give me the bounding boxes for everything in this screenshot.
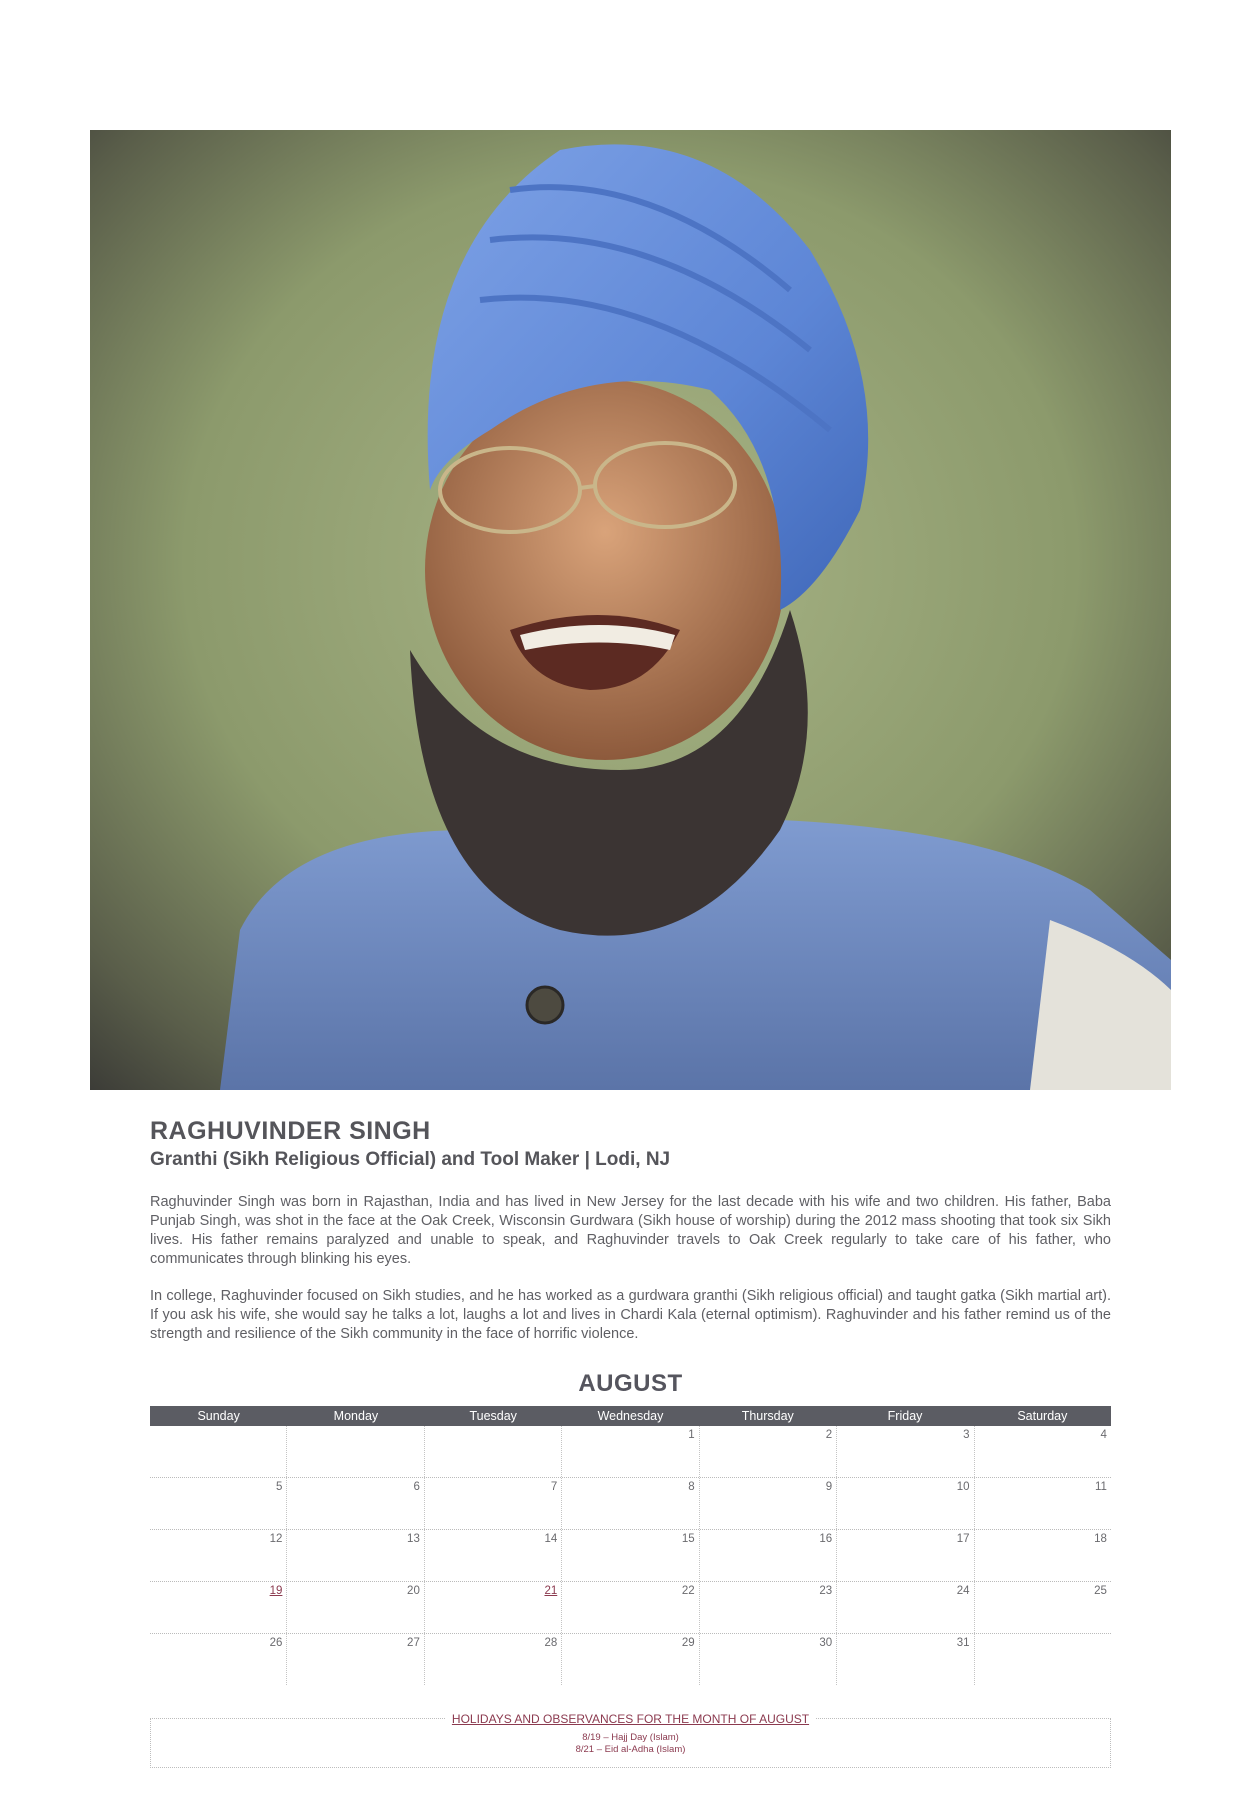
calendar-week-row	[150, 1582, 1111, 1634]
calendar-day-cell	[837, 1582, 974, 1633]
calendar-week-row	[150, 1478, 1111, 1530]
calendar-day-cell	[975, 1582, 1111, 1633]
day-number: 27	[407, 1637, 420, 1649]
holiday-day-number: 19	[269, 1585, 283, 1597]
calendar-day-cell	[425, 1530, 562, 1581]
day-number: 15	[681, 1533, 695, 1545]
holidays-box	[150, 1712, 1111, 1768]
day-number: 16	[819, 1533, 833, 1545]
calendar-day-cell	[562, 1478, 699, 1529]
calendar-day-cell	[837, 1634, 974, 1685]
day-number: 30	[819, 1637, 833, 1649]
person-name: RAGHUVINDER SINGH	[150, 1117, 431, 1145]
portrait-photo	[90, 130, 1171, 1090]
day-number: 3	[963, 1429, 970, 1441]
calendar-day-cell	[562, 1582, 699, 1633]
calendar-grid	[150, 1406, 1111, 1685]
day-number: 22	[681, 1585, 695, 1597]
calendar-day-cell	[700, 1634, 837, 1685]
calendar-day-cell	[150, 1530, 287, 1581]
day-number: 29	[681, 1637, 695, 1649]
holidays-list	[151, 1732, 1110, 1756]
day-number: 17	[956, 1533, 970, 1545]
day-number: 7	[550, 1481, 558, 1493]
weekday-header	[150, 1406, 1111, 1426]
month-title: AUGUST	[578, 1370, 683, 1397]
calendar-day-cell	[975, 1478, 1111, 1529]
day-number: 10	[956, 1481, 970, 1493]
person-title: Granthi (Sikh Religious Official) and Tool Maker | Lodi, NJ	[150, 1149, 671, 1170]
day-number: 24	[956, 1585, 970, 1597]
calendar-day-cell	[287, 1478, 424, 1529]
calendar-day-cell	[700, 1478, 837, 1529]
calendar-day-cell	[562, 1634, 699, 1685]
day-number: 2	[825, 1429, 833, 1441]
day-number: 12	[269, 1533, 283, 1545]
calendar-week-row	[150, 1426, 1111, 1478]
holiday-item: 8/21 – Eid al-Adha (Islam)	[575, 1744, 686, 1755]
weekday-label: Sunday	[197, 1409, 240, 1423]
holidays-title: HOLIDAYS AND OBSERVANCES FOR THE MONTH OF AUGUST	[446, 1712, 815, 1726]
calendar-day-cell	[837, 1530, 974, 1581]
calendar-day-cell	[150, 1634, 287, 1685]
calendar-day-cell	[150, 1426, 287, 1477]
day-number: 6	[413, 1481, 420, 1493]
calendar-day-cell	[975, 1426, 1111, 1477]
calendar-week-row	[150, 1530, 1111, 1582]
day-number: 26	[269, 1637, 283, 1649]
calendar-day-cell	[975, 1634, 1111, 1685]
calendar-week-row	[150, 1634, 1111, 1685]
day-number: 20	[407, 1585, 420, 1597]
day-number: 28	[544, 1637, 558, 1649]
day-number: 4	[1100, 1429, 1107, 1441]
weekday-label: Wednesday	[597, 1409, 664, 1423]
calendar-day-cell	[287, 1634, 424, 1685]
calendar-day-cell	[700, 1582, 837, 1633]
portrait-illustration	[90, 130, 1171, 1090]
calendar-day-cell	[562, 1426, 699, 1477]
day-number: 25	[1094, 1585, 1107, 1597]
calendar-body	[150, 1426, 1111, 1685]
day-number: 8	[688, 1481, 695, 1493]
day-number: 14	[544, 1533, 558, 1545]
bio-paragraph: Raghuvinder Singh was born in Rajasthan, India and has lived in New Jersey for the last decade with his wife and two children. His father, Baba Punjab Singh, was shot in the face at the Oak Creek, Wisconsin Gurdwara (Sikh house of worship) during the 2012 mass shooting that took six Sikh lives. His father remains paralyzed and unable to speak, and Raghuvinder travels to Oak Creek regularly to take care of his father, who communicates through blinking his eyes.	[150, 1194, 1111, 1267]
weekday-label: Thursday	[741, 1409, 794, 1423]
calendar-day-cell	[837, 1478, 974, 1529]
day-number: 5	[276, 1481, 283, 1493]
calendar-day-cell	[425, 1426, 562, 1477]
day-number: 13	[407, 1533, 420, 1545]
day-number: 11	[1095, 1481, 1107, 1493]
calendar-day-cell	[700, 1530, 837, 1581]
holiday-item: 8/19 – Hajj Day (Islam)	[582, 1732, 679, 1743]
day-number: 18	[1094, 1533, 1107, 1545]
weekday-label: Monday	[333, 1409, 379, 1423]
calendar-day-cell	[150, 1582, 287, 1633]
calendar-day-cell	[975, 1530, 1111, 1581]
calendar-day-cell	[287, 1582, 424, 1633]
holiday-day-number: 21	[544, 1585, 558, 1597]
calendar-day-cell	[150, 1478, 287, 1529]
day-number: 1	[688, 1429, 695, 1441]
calendar-day-cell	[287, 1530, 424, 1581]
calendar-day-cell	[700, 1426, 837, 1477]
weekday-label: Friday	[887, 1409, 923, 1423]
bio-paragraph: In college, Raghuvinder focused on Sikh studies, and he has worked as a gurdwara granthi (Sikh religious official) and taught gatka (Sikh martial art). If you ask his wife, she would say he talks a lot, laughs a lot and lives in Chardi Kala (eternal optimism). Raghuvinder and his father remind us of the strength and resilience of the Sikh community in the face of horrific violence.	[150, 1288, 1111, 1342]
calendar-day-cell	[562, 1530, 699, 1581]
calendar-day-cell	[425, 1634, 562, 1685]
weekday-label: Tuesday	[469, 1409, 517, 1423]
weekday-label: Saturday	[1017, 1409, 1068, 1423]
calendar-day-cell	[287, 1426, 424, 1477]
calendar-day-cell	[425, 1582, 562, 1633]
day-number: 23	[819, 1585, 833, 1597]
calendar-day-cell	[425, 1478, 562, 1529]
day-number: 31	[956, 1637, 970, 1649]
bio-section	[150, 1115, 1111, 1344]
calendar-day-cell	[837, 1426, 974, 1477]
day-number: 9	[825, 1481, 833, 1493]
